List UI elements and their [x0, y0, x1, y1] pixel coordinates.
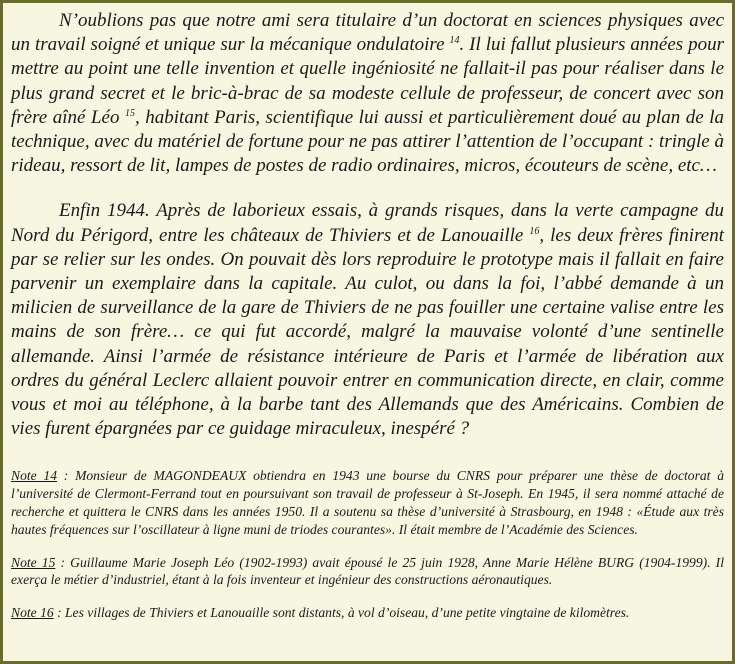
- footnote-14-sep: :: [57, 468, 76, 484]
- paragraph-2-text-a: Enfin 1944. Après de laborieux essais, à grands risques, dans la verte campagne du Nord du Périgord, entre les châteaux de Thiviers et de Lanouaille: [11, 200, 724, 246]
- footnote-16-sep: :: [53, 605, 65, 621]
- footnote-16: [11, 604, 724, 622]
- footnote-14: [11, 467, 724, 538]
- footnote-15: [11, 554, 724, 590]
- footnote-14-label: Note 14: [11, 468, 58, 484]
- footnote-16-label: Note 16: [11, 605, 54, 621]
- footnote-ref-14[interactable]: 14: [449, 35, 460, 47]
- footnote-14-text: Monsieur de MAGONDEAUX obtiendra en 1943 une bourse du CNRS pour préparer une thèse de doctorat à l’université de Clermont-Ferrand tout en poursuivant son travail de professeur à St-Joseph. En 1945, il sera nommé attaché de recherche et quittera le CNRS dans les années 1950. Il a soutenu sa thèse d’université à Strasbourg, en 1948 : «Étude aux très hautes fréquences sur l’oscillateur à ligne muni de triodes courantes». Il était membre de l’Académie des Sciences.: [11, 468, 724, 537]
- footnote-15-label: Note 15: [11, 554, 56, 570]
- footnotes: [11, 467, 724, 622]
- paragraph-1-text-b: . Il lui fallut plusieurs années pour mettre au point une telle invention et quelle ingéniosité ne fallait-il pas pour réaliser dans le plus grand secret et le bric-à-brac de sa modeste cellule de professeur, de concert avec son frère aîné Léo: [11, 34, 724, 128]
- document-page: [3, 3, 732, 661]
- footnote-16-text: Les villages de Thiviers et Lanouaille sont distants, à vol d’oiseau, d’une petite vingtaine de kilomètres.: [65, 605, 630, 621]
- footnote-15-sep: :: [55, 554, 71, 570]
- footnote-15-text: Guillaume Marie Joseph Léo (1902-1993) avait épousé le 25 juin 1928, Anne Marie Hélène BURG (1904-1999). Il exerça le métier d’industriel, étant à la fois inventeur et ingénieur des constructions aéronautiques.: [11, 554, 724, 588]
- paragraph-2-text-b: , les deux frères finirent par se relier sur les ondes. On pouvait dès lors reproduire le prototype mais il fallait en faire parvenir un exemplaire dans la capitale. Au culot, ou dans la foi, l’abbé demande à un milicien de surveillance de la gare de Thiviers de ne pas fouiller une certaine valise entre les mains de son frère… ce qui fut accordé, malgré la mauvaise volonté d’une sentinelle allemande. Ainsi l’armée de résistance intérieure de Paris et l’armée de libération aux ordres du général Leclerc allaient pouvoir entrer en communication directe, en clair, comme vous et moi au téléphone, à la barbe tant des Allemands que des Américains. Combien de vies furent épargnées par ce guidage miraculeux, inespéré ?: [11, 224, 724, 440]
- footnote-ref-16[interactable]: 16: [529, 225, 540, 237]
- paragraph-1-text-a: N’oublions pas que notre ami sera titulaire d’un doctorat en sciences physiques avec un travail soigné et unique sur la mécanique ondulatoire: [11, 10, 724, 56]
- paragraph-1: [11, 9, 724, 178]
- paragraph-1-text-c: , habitant Paris, scientifique lui aussi et particulièrement doué au plan de la technique, avec du matériel de fortune pour ne pas attirer l’attention de l’occupant : tringle à rideau, ressort de lit, lampes de postes de radio ordinaires, micros, écouteurs de scène, etc…: [11, 106, 724, 177]
- paragraph-2: [11, 199, 724, 441]
- footnote-ref-15[interactable]: 15: [125, 107, 135, 119]
